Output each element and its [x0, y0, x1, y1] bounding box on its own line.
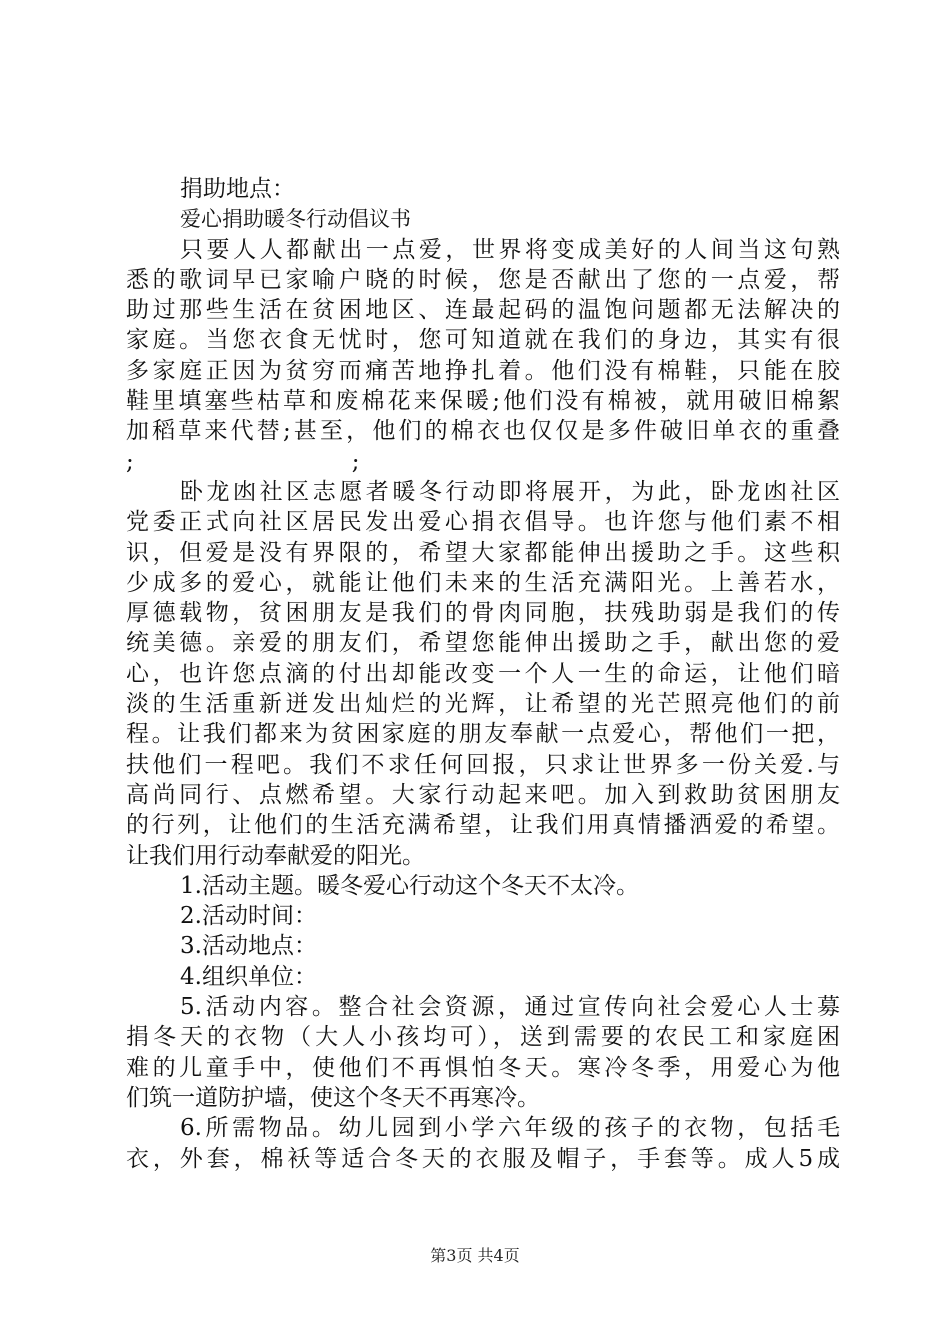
text-line: 们筑一道防护墙，使这个冬天不再寒冷。	[126, 1084, 540, 1111]
page-number-footer: 第3页 共4页	[430, 1246, 520, 1265]
list-item-content: 5.活动内容。整合社会资源，通过宣传向社会爱心人士募	[180, 994, 840, 1021]
text-line: 统美德。亲爱的朋友们，希望您能伸出援助之手，献出您的爱	[126, 630, 840, 657]
text-line: 只要人人都献出一点爱，世界将变成美好的人间当这句熟	[180, 236, 840, 263]
text-line: 捐冬天的衣物（大人小孩均可），送到需要的农民工和家庭困	[126, 1024, 840, 1051]
text-line: 助过那些生活在贫困地区、连最起码的温饱问题都无法解决的	[126, 297, 840, 324]
text-line: 识，但爱是没有界限的，希望大家都能伸出援助之手。这些积	[126, 539, 840, 566]
proposal-title: 爱心捐助暖冬行动倡议书	[180, 207, 411, 232]
text-line: 程。让我们都来为贫困家庭的朋友奉献一点爱心，帮他们一把，	[126, 721, 840, 748]
text-line: 心，也许您点滴的付出却能改变一个人一生的命运，让他们暗	[126, 660, 840, 687]
text-line: 鞋里填塞些枯草和废棉花来保暖;他们没有棉被，就用破旧棉絮	[126, 388, 840, 415]
text-line: 让我们用行动奉献爱的阳光。	[126, 842, 425, 869]
donation-location-label: 捐助地点：	[180, 176, 295, 202]
text-line: 党委正式向社区居民发出爱心捐衣倡导。也许您与他们素不相	[126, 509, 840, 536]
semicolon-mark: ;	[351, 448, 360, 475]
text-line: 悉的歌词早已家喻户晓的时候，您是否献出了您的一点爱，帮	[126, 266, 840, 293]
semicolon-line	[126, 447, 840, 477]
text-line: 少成多的爱心，就能让他们未来的生活充满阳光。上善若水，	[126, 569, 840, 596]
list-item-supplies: 6.所需物品。幼儿园到小学六年级的孩子的衣物，包括毛	[180, 1115, 840, 1142]
text-line: 多家庭正因为贫穷而痛苦地挣扎着。他们没有棉鞋，只能在胶	[126, 357, 840, 384]
semicolon-mark: ;	[126, 448, 134, 475]
text-line: 家庭。当您衣食无忧时，您可知道就在我们的身边，其实有很	[126, 327, 840, 354]
text-line: 高尚同行、点燃希望。大家行动起来吧。加入到救助贫困朋友	[126, 781, 840, 808]
activity-list	[126, 871, 840, 1174]
text-line: 衣，外套，棉袄等适合冬天的衣服及帽子，手套等。成人5成	[126, 1145, 840, 1172]
list-item-time: 2.活动时间：	[180, 903, 317, 930]
paragraph-community	[126, 477, 840, 871]
text-line: 的行列，让他们的生活充满希望，让我们用真情播洒爱的希望。	[126, 812, 840, 839]
text-line: 卧龙凼社区志愿者暖冬行动即将展开，为此，卧龙凼社区	[180, 478, 840, 505]
list-item-theme: 1.活动主题。暖冬爱心行动这个冬天不太冷。	[180, 872, 639, 899]
document-body	[126, 174, 840, 1174]
text-line: 厚德载物，贫困朋友是我们的骨肉同胞，扶残助弱是我们的传	[126, 600, 840, 627]
list-item-location: 3.活动地点：	[180, 933, 317, 960]
list-item-organizer: 4.组织单位：	[180, 963, 317, 990]
text-line: 淡的生活重新迸发出灿烂的光辉，让希望的光芒照亮他们的前	[126, 691, 840, 718]
text-line: 加稻草来代替;甚至，他们的棉衣也仅仅是多件破旧单衣的重叠	[126, 418, 840, 445]
text-line: 扶他们一程吧。我们不求任何回报，只求让世界多一份关爱.与	[126, 751, 840, 778]
blank-gap	[134, 447, 352, 477]
text-line: 难的儿童手中，使他们不再惧怕冬天。寒冷冬季，用爱心为他	[126, 1054, 840, 1081]
paragraph-intro	[126, 235, 840, 477]
